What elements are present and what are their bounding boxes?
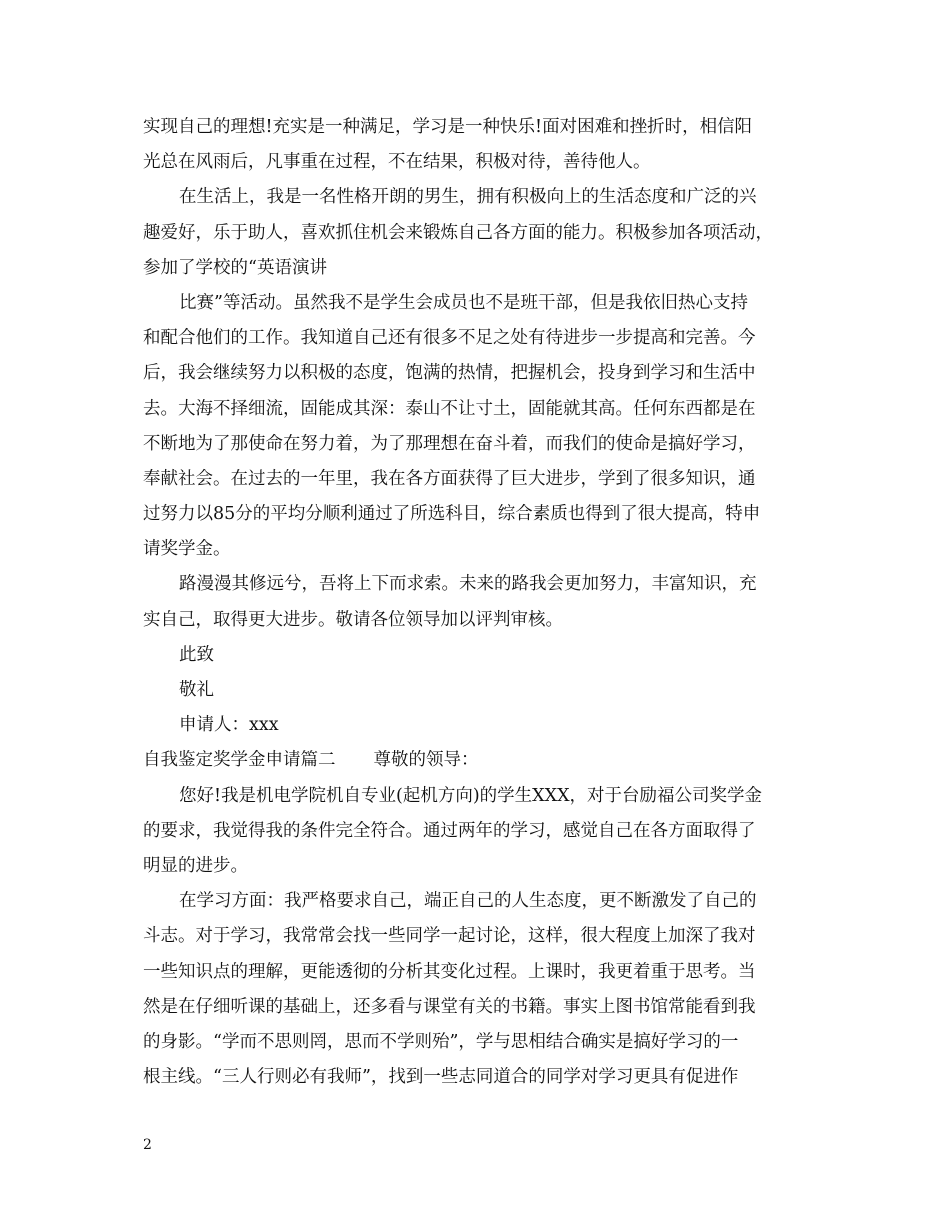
section-title: 自我鉴定奖学金申请篇二 — [143, 750, 336, 771]
text-line: 的要求，我觉得我的条件完全符合。通过两年的学习，感觉自己在各方面取得了 — [143, 820, 756, 841]
page-number: 2 — [143, 1137, 152, 1153]
text-line: 路漫漫其修远兮，吾将上下而求索。未来的路我会更加努力，丰富知识，充 — [179, 574, 757, 595]
document-body — [143, 110, 818, 1095]
text-line: 参加了学校的“英语演讲 — [143, 257, 327, 278]
text-line: 斗志。对于学习，我常常会找一些同学一起讨论，这样，很大程度上加深了我对 — [143, 926, 756, 947]
text-line: 敬礼 — [179, 680, 214, 700]
section-heading-line — [143, 743, 818, 778]
text-line: 后，我会继续努力以积极的态度，饱满的热情，把握机会，投身到学习和生活中 — [143, 363, 756, 384]
text-line: 不断地为了那使命在努力着，为了那理想在奋斗着，而我们的使命是搞好学习， — [143, 433, 756, 454]
text-line: 奉献社会。在过去的一年里，我在各方面获得了巨大进步，学到了很多知识，通 — [143, 468, 756, 489]
text-line: 和配合他们的工作。我知道自己还有很多不足之处有待进步一步提高和完善。今 — [143, 328, 756, 349]
text-line: 光总在风雨后，凡事重在过程，不在结果，积极对待，善待他人。 — [143, 152, 651, 173]
text-line: 您好!我是机电学院机自专业(起机方向)的学生XXX，对于台励福公司奖学金 — [179, 785, 763, 806]
text-line: 去。大海不择细流，固能成其深：泰山不让寸土，固能就其高。任何东西都是在 — [143, 398, 756, 419]
text-line: 然是在仔细听课的基础上，还多看与课堂有关的书籍。事实上图书馆常能看到我 — [143, 996, 756, 1017]
text-line: 明显的进步。 — [143, 855, 248, 876]
text-line: 申请人：xxx — [179, 715, 279, 736]
paragraph-block — [143, 110, 818, 743]
text-line: 比赛”等活动。虽然我不是学生会成员也不是班干部，但是我依旧热心支持 — [179, 292, 748, 313]
salutation: 尊敬的领导： — [373, 750, 479, 771]
text-line: 此致 — [179, 644, 214, 665]
text-line: 趣爱好，乐于助人，喜欢抓住机会来锻炼自己各方面的能力。积极参加各项活动， — [143, 222, 773, 243]
text-line: 实自己，取得更大进步。敬请各位领导加以评判审核。 — [143, 609, 563, 630]
text-line: 在生活上，我是一名性格开朗的男生，拥有积极向上的生活态度和广泛的兴 — [179, 187, 757, 208]
text-line: 过努力以85分的平均分顺利通过了所选科目，综合素质也得到了很大提高，特申 — [143, 504, 761, 525]
text-line: 一些知识点的理解，更能透彻的分析其变化过程。上课时，我更着重于思考。当 — [143, 961, 756, 982]
text-line: 请奖学金。 — [143, 539, 231, 560]
text-line: 在学习方面：我严格要求自己，端正自己的人生态度，更不断激发了自己的 — [179, 891, 757, 912]
paragraph-block — [143, 779, 818, 1096]
text-line: 根主线。“三人行则必有我师”，找到一些志同道合的同学对学习更具有促进作 — [143, 1067, 739, 1088]
text-line: 实现自己的理想!充实是一种满足，学习是一种快乐!面对困难和挫折时，相信阳 — [143, 117, 753, 137]
text-line: 的身影。“学而不思则罔，思而不学则殆”，学与思相结合确实是搞好学习的一 — [143, 1031, 739, 1052]
